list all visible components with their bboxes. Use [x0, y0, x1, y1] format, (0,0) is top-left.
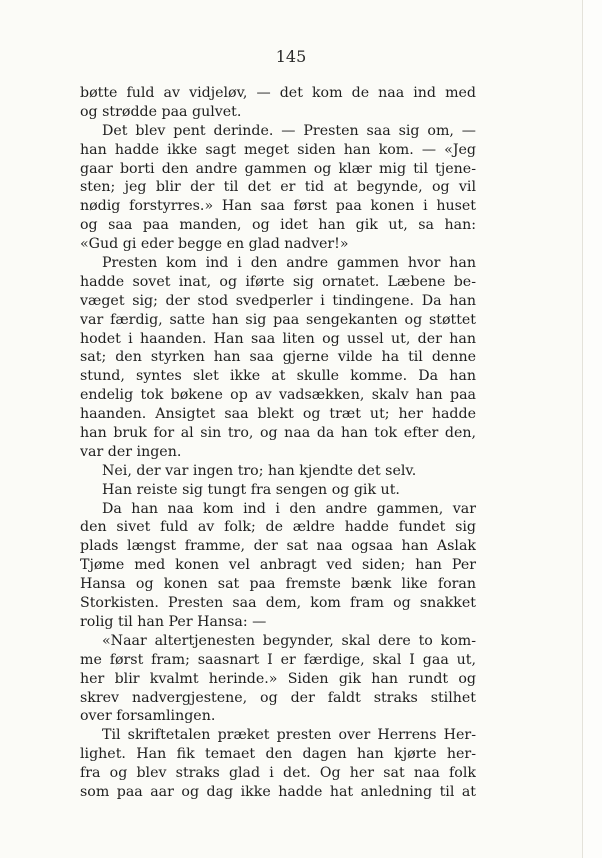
text-line: Det blev pent derinde. — Presten saa sig om, — [102, 122, 476, 139]
text-line: plads længst framme, der sat naa ogsaa han Aslak [80, 538, 476, 555]
text-line: Han reiste sig tungt fra sengen og gik ut. [102, 481, 400, 498]
text-line: rolig til han Per Hansa: — [80, 613, 267, 630]
text-line: nødig forstyrres.» Han saa først paa konen i huset [80, 198, 476, 215]
text-line: stund, syntes slet ikke at skulle komme. Da han [80, 368, 476, 385]
text-line: skrev nadvergjestene, og der faldt straks stilhet [80, 689, 476, 706]
text-line: me først fram; saasnart I er færdige, skal I gaa ut, [80, 651, 476, 668]
text-line: fra og blev straks glad i det. Og her sat naa folk [80, 765, 476, 782]
text-line: over forsamlingen. [80, 708, 216, 725]
text-line: den sivet fuld av folk; de ældre hadde fundet sig [80, 519, 476, 536]
text-line: sten; jeg blir der til det er tid at begynde, og vil [80, 179, 476, 196]
text-line: og saa paa manden, og idet han gik ut, sa han: [80, 217, 476, 234]
text-line: og strødde paa gulvet. [80, 103, 242, 120]
text-line: hodet i haanden. Han saa liten og ussel ut, der han [80, 330, 476, 347]
text-line: «Naar altertjenesten begynder, skal dere to kom- [102, 632, 476, 649]
text-line: var færdig, satte han sig paa sengekanten og støttet [80, 311, 476, 328]
text-line: Da han naa kom ind i den andre gammen, var [102, 500, 476, 517]
text-line: var der ingen. [80, 443, 182, 460]
text-line: «Gud gi eder begge en glad nadver!» [80, 236, 349, 253]
page-number: 145 [275, 47, 307, 66]
text-line: han bruk for al sin tro, og naa da han tok efter den, [80, 425, 476, 442]
text-line: endelig tok bøkene op av vadsækken, skalv han paa [80, 387, 476, 404]
text-line: han hadde ikke sagt meget siden han kom. — «Jeg [80, 141, 476, 158]
text-line: sat; den styrken han saa gjerne vilde ha til denne [80, 349, 476, 366]
text-line: hadde sovet inat, og iførte sig ornatet. Læbene be- [80, 273, 476, 290]
text-line: som paa aar og dag ikke hadde hat anledning til at [80, 783, 476, 800]
text-line: væget sig; der stod svedperler i tindingene. Da han [80, 292, 476, 309]
body-text [80, 84, 476, 802]
text-line: Nei, der var ingen tro; han kjendte det selv. [102, 462, 417, 479]
text-line: Til skriftetalen præket presten over Herrens Her- [102, 727, 476, 744]
text-line: lighet. Han fik temaet den dagen han kjørte her- [80, 746, 476, 763]
text-line: bøtte fuld av vidjeløv, — det kom de naa ind med [80, 85, 476, 101]
text-line: Storkisten. Presten saa dem, kom fram og snakket [80, 595, 476, 612]
text-line: Tjøme med konen vel anbragt ved siden; han Per [80, 557, 476, 574]
text-line: haanden. Ansigtet saa blekt og træt ut; her hadde [80, 406, 476, 423]
text-line: Hansa og konen sat paa fremste bænk like foran [80, 576, 476, 593]
text-line: Presten kom ind i den andre gammen hvor han [102, 255, 476, 272]
text-line: gaar borti den andre gammen og klær mig til tjene- [80, 160, 476, 177]
text-line: her blir kvalmt herinde.» Siden gik han rundt og [80, 670, 476, 687]
